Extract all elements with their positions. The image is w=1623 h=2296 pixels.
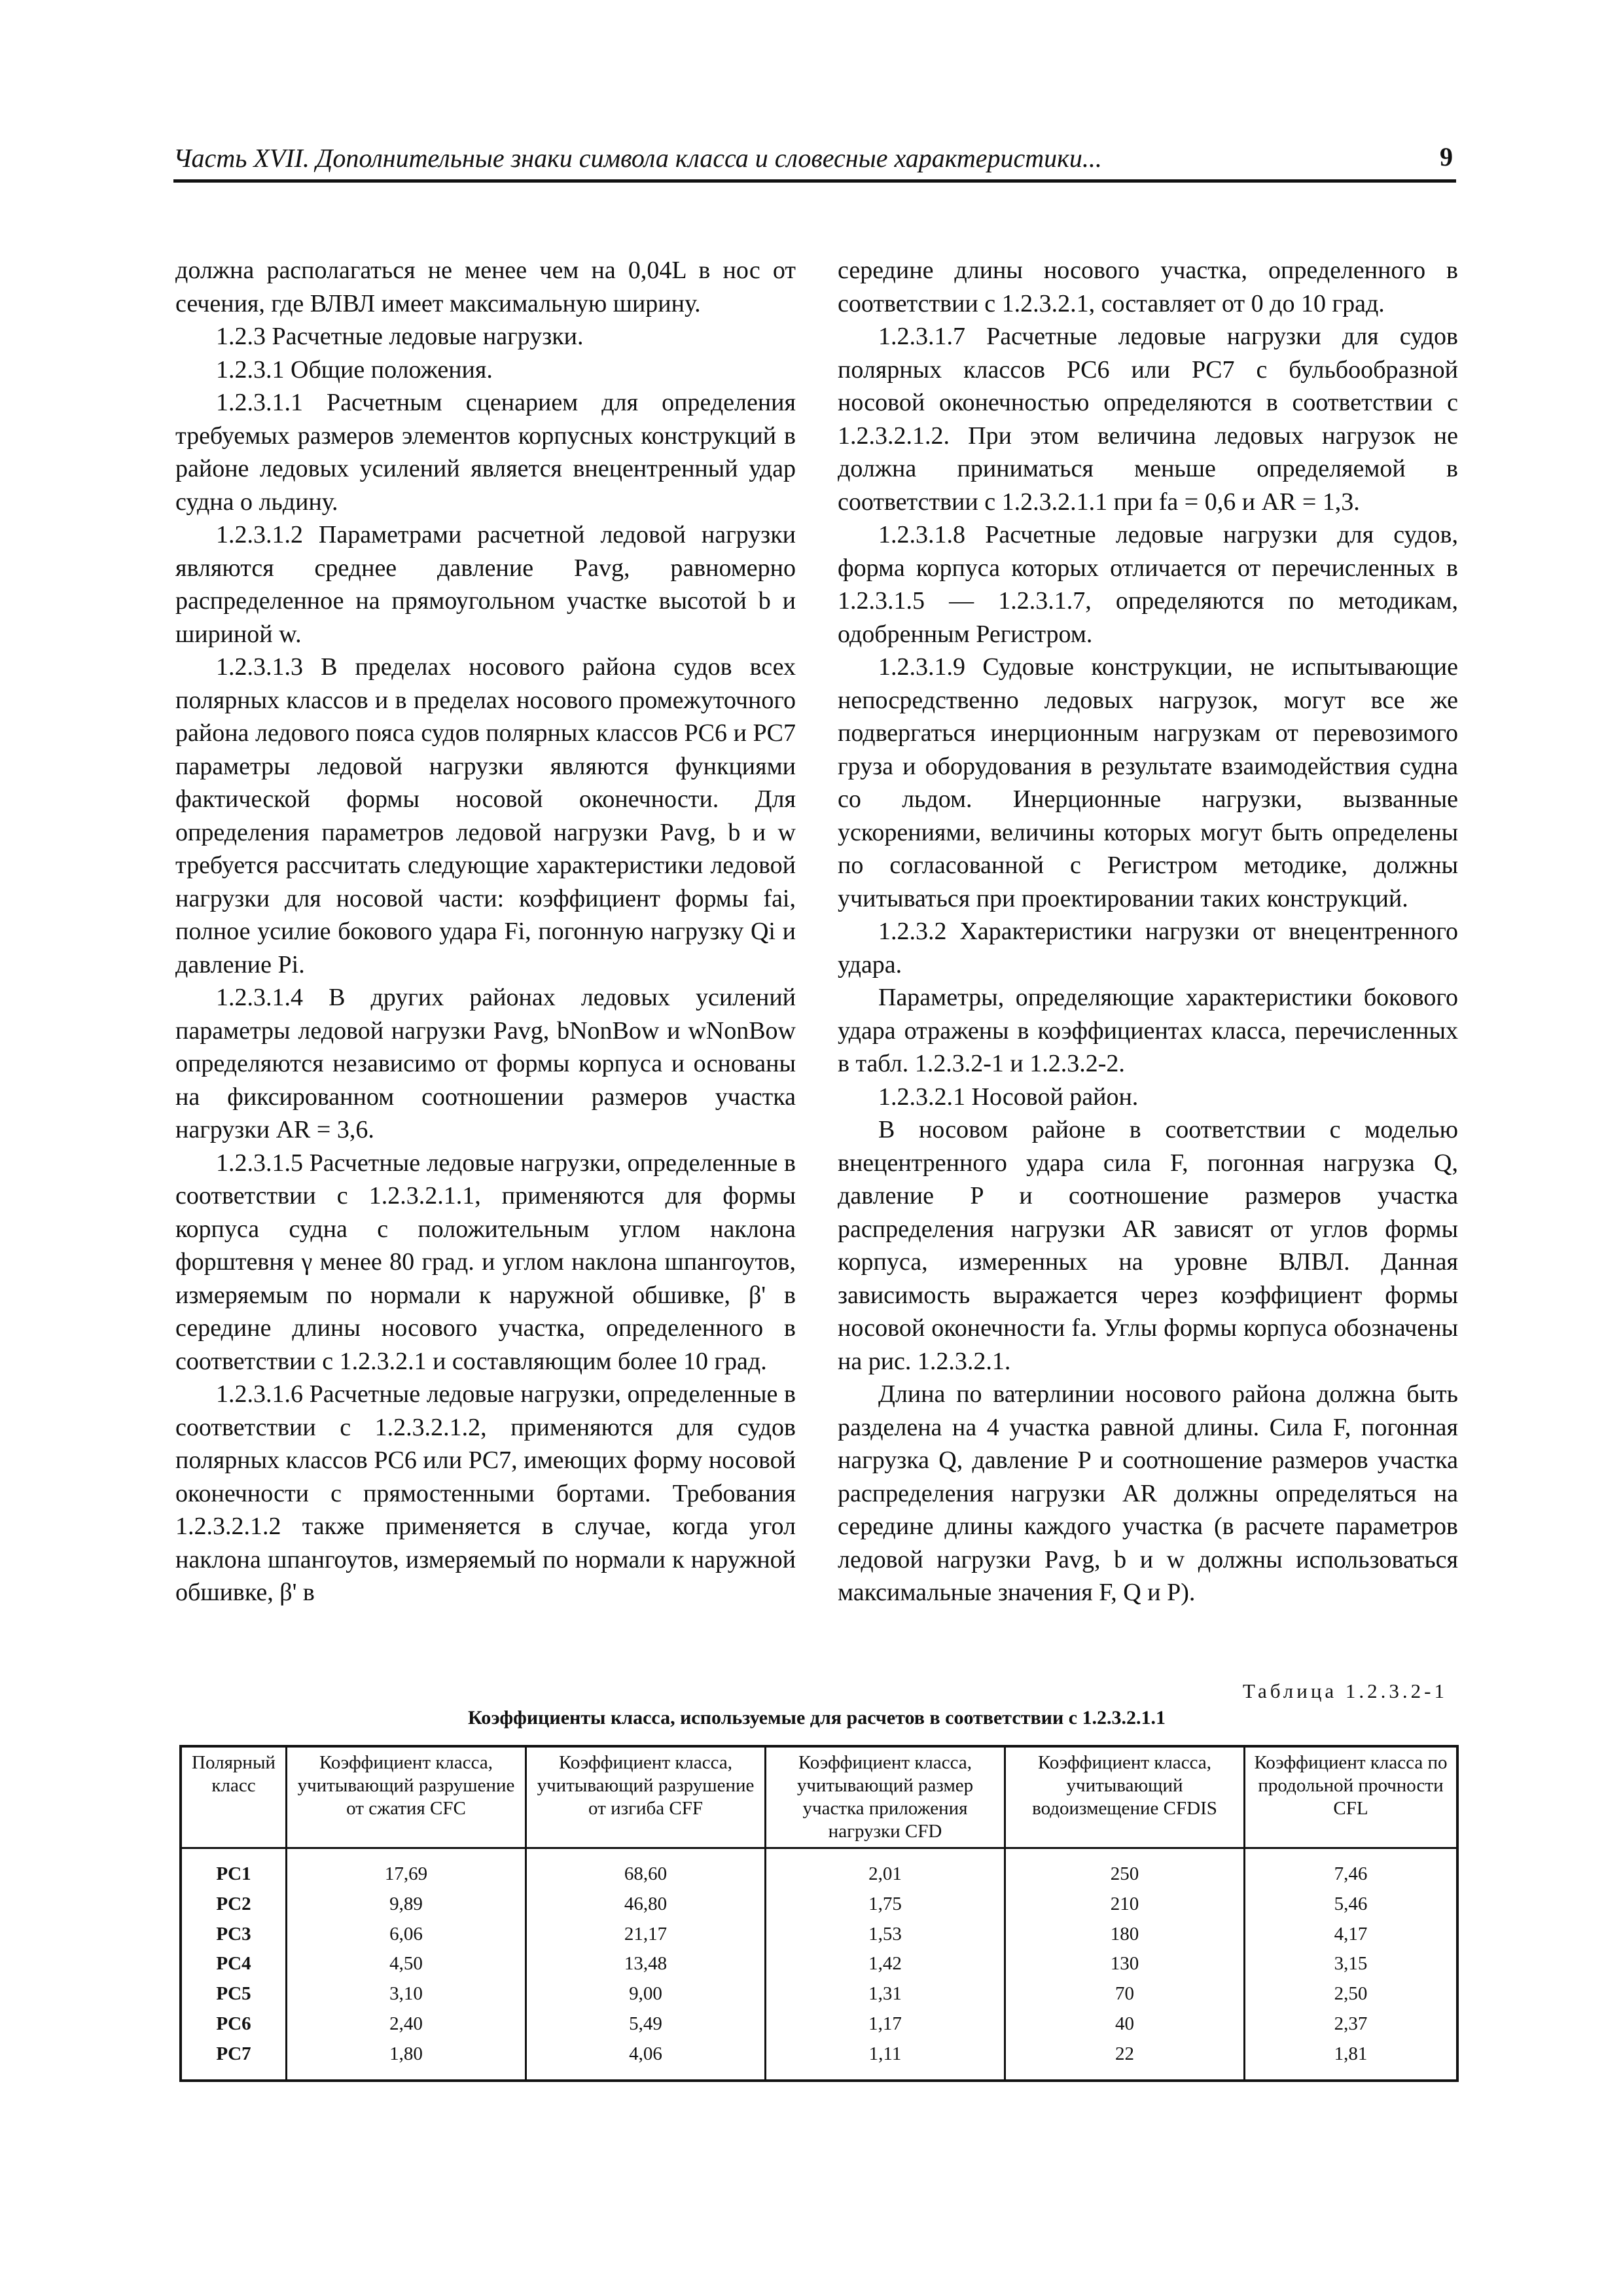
paragraph: Длина по ватерлинии носового района должна быть разделена на 4 участка равной длины. Сила F, погонная нагрузка Q, давление P и соотношение размеров участка распределения нагрузки AR должны определяться на середине длины каждого участка (в расчете параметров ледовой нагрузки Pavg, b и w должны использоваться максимальные значения F, Q и P). — [838, 1380, 1458, 1606]
paragraph: 1.2.3.1.5 Расчетные ледовые нагрузки, определенные в соответствии с 1.2.3.2.1.1, применяются для формы корпуса судна с положительным углом наклона форштевня γ менее 80 град. и углом наклона шпангоутов, измеряемым по нормали к наружной обшивке, β' в середине длины носового участка, определенного в соответствии с 1.2.3.2.1 и составляющим более 10 град. — [175, 1149, 796, 1375]
table-row — [181, 1920, 1457, 1950]
table-cell: 9,00 — [526, 1979, 766, 2009]
header-cell: Коэффициент класса, учитывающий разрушение от сжатия CFC — [287, 1746, 526, 1848]
table-cell: PC4 — [181, 1949, 287, 1979]
table-cell: 68,60 — [526, 1848, 766, 1890]
header-cell: Коэффициент класса, учитывающий размер участка приложения нагрузки CFD — [766, 1746, 1005, 1848]
left-column — [175, 254, 796, 1609]
table-cell: PC5 — [181, 1979, 287, 2009]
table-cell: 1,81 — [1245, 2039, 1458, 2081]
paragraph: 1.2.3.1.1 Расчетным сценарием для определения требуемых размеров элементов корпусных конструкций в районе ледовых усилений является внецентренный удар судна о льдину. — [175, 389, 796, 516]
table-cell: 210 — [1005, 1890, 1245, 1920]
subsection-heading: 1.2.3.1 Общие положения. — [216, 355, 493, 384]
page-number: 9 — [1440, 142, 1453, 171]
table-cell: 7,46 — [1245, 1848, 1458, 1890]
table-cell: 3,10 — [287, 1979, 526, 2009]
header-cell: Полярный класс — [181, 1746, 287, 1848]
table-cell: 22 — [1005, 2039, 1245, 2081]
subsection-heading: 1.2.3.2.1 Носовой район. — [878, 1083, 1139, 1111]
table-cell: 1,42 — [766, 1949, 1005, 1979]
table-cell: 13,48 — [526, 1949, 766, 1979]
table-number: Таблица 1.2.3.2-1 — [1242, 1679, 1448, 1702]
table-cell: 21,17 — [526, 1920, 766, 1950]
table-cell: 40 — [1005, 2009, 1245, 2039]
table-cell: 3,15 — [1245, 1949, 1458, 1979]
paragraph: В носовом районе в соответствии с моделью внецентренного удара сила F, погонная нагрузка Q, давление P и соотношение размеров участка распределения нагрузки AR зависят от углов формы корпуса, измеренных на уровне ВЛВЛ. Данная зависимость выражается через коэффициент формы носовой оконечности fa. Углы формы корпуса обозначены на рис. 1.2.3.2.1. — [838, 1116, 1458, 1375]
table-cell: PC6 — [181, 2009, 287, 2039]
table-cell: 4,06 — [526, 2039, 766, 2081]
table-cell: 70 — [1005, 1979, 1245, 2009]
table-row — [181, 2009, 1457, 2039]
section-heading: 1.2.3 Расчетные ледовые нагрузки. — [216, 323, 584, 350]
table-cell: 1,17 — [766, 2009, 1005, 2039]
table-row — [181, 2039, 1457, 2081]
paragraph: 1.2.3.1.3 В пределах носового района судов всех полярных классов и в пределах носового промежуточного района ледового пояса судов полярных классов PC6 и PC7 параметры ледовой нагрузки являются функциями фактической формы носовой оконечности. Для определения параметров ледовой нагрузки Pavg, b и w требуется рассчитать следующие характеристики ледовой нагрузки для носовой части: коэффициент формы fai, полное усилие бокового удара Fi, погонную нагрузку Qi и давление Pi. — [175, 653, 796, 978]
paragraph: 1.2.3.1.7 Расчетные ледовые нагрузки для судов полярных классов PC6 или PC7 с бульбообразной носовой оконечностью определяются в соответствии с 1.2.3.2.1.2. При этом величина ледовых нагрузок не должна приниматься меньше определяемой в соответствии с 1.2.3.2.1.1 при fa = 0,6 и AR = 1,3. — [838, 323, 1458, 516]
table-cell: 1,31 — [766, 1979, 1005, 2009]
class-factors-table — [179, 1745, 1459, 2082]
header-cell: Коэффициент класса, учитывающий разрушение от изгиба CFF — [526, 1746, 766, 1848]
table-cell: PC7 — [181, 2039, 287, 2081]
table-cell: 2,50 — [1245, 1979, 1458, 2009]
paragraph: Параметры, определяющие характеристики бокового удара отражены в коэффициентах класса, перечисленных в табл. 1.2.3.2-1 и 1.2.3.2-2. — [838, 984, 1458, 1077]
table-cell: 5,46 — [1245, 1890, 1458, 1920]
table-header-row — [181, 1746, 1457, 1848]
paragraph: 1.2.3.1.9 Судовые конструкции, не испытывающие непосредственно ледовых нагрузок, могут все же подвергаться инерционным нагрузкам от перевозимого груза и оборудования в результате взаимодействия судна со льдом. Инерционные нагрузки, вызванные ускорениями, величины которых могут быть определены по согласованной с Регистром методике, должны учитываться при проектировании таких конструкций. — [838, 653, 1458, 912]
table-cell: 9,89 — [287, 1890, 526, 1920]
table-cell: 1,11 — [766, 2039, 1005, 2081]
table-cell: 1,80 — [287, 2039, 526, 2081]
table-cell: PC1 — [181, 1848, 287, 1890]
table-row — [181, 1848, 1457, 1890]
table-cell: 250 — [1005, 1848, 1245, 1890]
header-cell: Коэффициент класса, учитывающий водоизмещение CFDIS — [1005, 1746, 1245, 1848]
paragraph: 1.2.3.1.6 Расчетные ледовые нагрузки, определенные в соответствии с 1.2.3.2.1.2, применяются для судов полярных классов PC6 или PC7, имеющих форму носовой оконечности с прямостенными бортами. Требования 1.2.3.2.1.2 также применяется в случае, когда угол наклона шпангоутов, измеряемый по нормали к наружной обшивке, β' в — [175, 1380, 796, 1606]
table-row — [181, 1890, 1457, 1920]
paragraph: 1.2.3.1.2 Параметрами расчетной ледовой нагрузки являются среднее давление Pavg, равномерно распределенное на прямоугольном участке высотой b и шириной w. — [175, 521, 796, 648]
table-caption: Коэффициенты класса, используемые для расчетов в соответствии с 1.2.3.2.1.1 — [467, 1707, 1166, 1729]
table-cell: PC3 — [181, 1920, 287, 1950]
subsection-heading: 1.2.3.2 Характеристики нагрузки от внецентренного удара. — [838, 918, 1458, 978]
table-cell: 2,37 — [1245, 2009, 1458, 2039]
table-cell: 1,75 — [766, 1890, 1005, 1920]
table-cell: 6,06 — [287, 1920, 526, 1950]
table-cell: 2,40 — [287, 2009, 526, 2039]
table-cell: 2,01 — [766, 1848, 1005, 1890]
table-cell: PC2 — [181, 1890, 287, 1920]
table-cell: 4,50 — [287, 1949, 526, 1979]
table-cell: 4,17 — [1245, 1920, 1458, 1950]
running-header — [173, 137, 1456, 183]
paragraph: 1.2.3.1.8 Расчетные ледовые нагрузки для судов, форма корпуса которых отличается от перечисленных в 1.2.3.1.5 — 1.2.3.1.7, определяются по методикам, одобренным Регистром. — [838, 521, 1458, 648]
paragraph: середине длины носового участка, определенного в соответствии с 1.2.3.2.1, составляет от 0 до 10 град. — [838, 257, 1458, 317]
right-column — [838, 254, 1458, 1609]
table-cell: 180 — [1005, 1920, 1245, 1950]
table-cell: 5,49 — [526, 2009, 766, 2039]
table-row — [181, 1949, 1457, 1979]
header-cell: Коэффициент класса по продольной прочности CFL — [1245, 1746, 1458, 1848]
paragraph: должна располагаться не менее чем на 0,04L в нос от сечения, где ВЛВЛ имеет максимальную ширину. — [175, 257, 796, 317]
header-title: Часть XVII. Дополнительные знаки символа класса и словесные характеристики... — [173, 143, 1102, 173]
table-cell: 17,69 — [287, 1848, 526, 1890]
table-row — [181, 1979, 1457, 2009]
table-cell: 130 — [1005, 1949, 1245, 1979]
table-cell: 1,53 — [766, 1920, 1005, 1950]
paragraph: 1.2.3.1.4 В других районах ледовых усилений параметры ледовой нагрузки Pavg, bNonBow и wNonBow определяются независимо от формы корпуса и основаны на фиксированном соотношении размеров участка нагрузки AR = 3,6. — [175, 984, 796, 1143]
table-cell: 46,80 — [526, 1890, 766, 1920]
